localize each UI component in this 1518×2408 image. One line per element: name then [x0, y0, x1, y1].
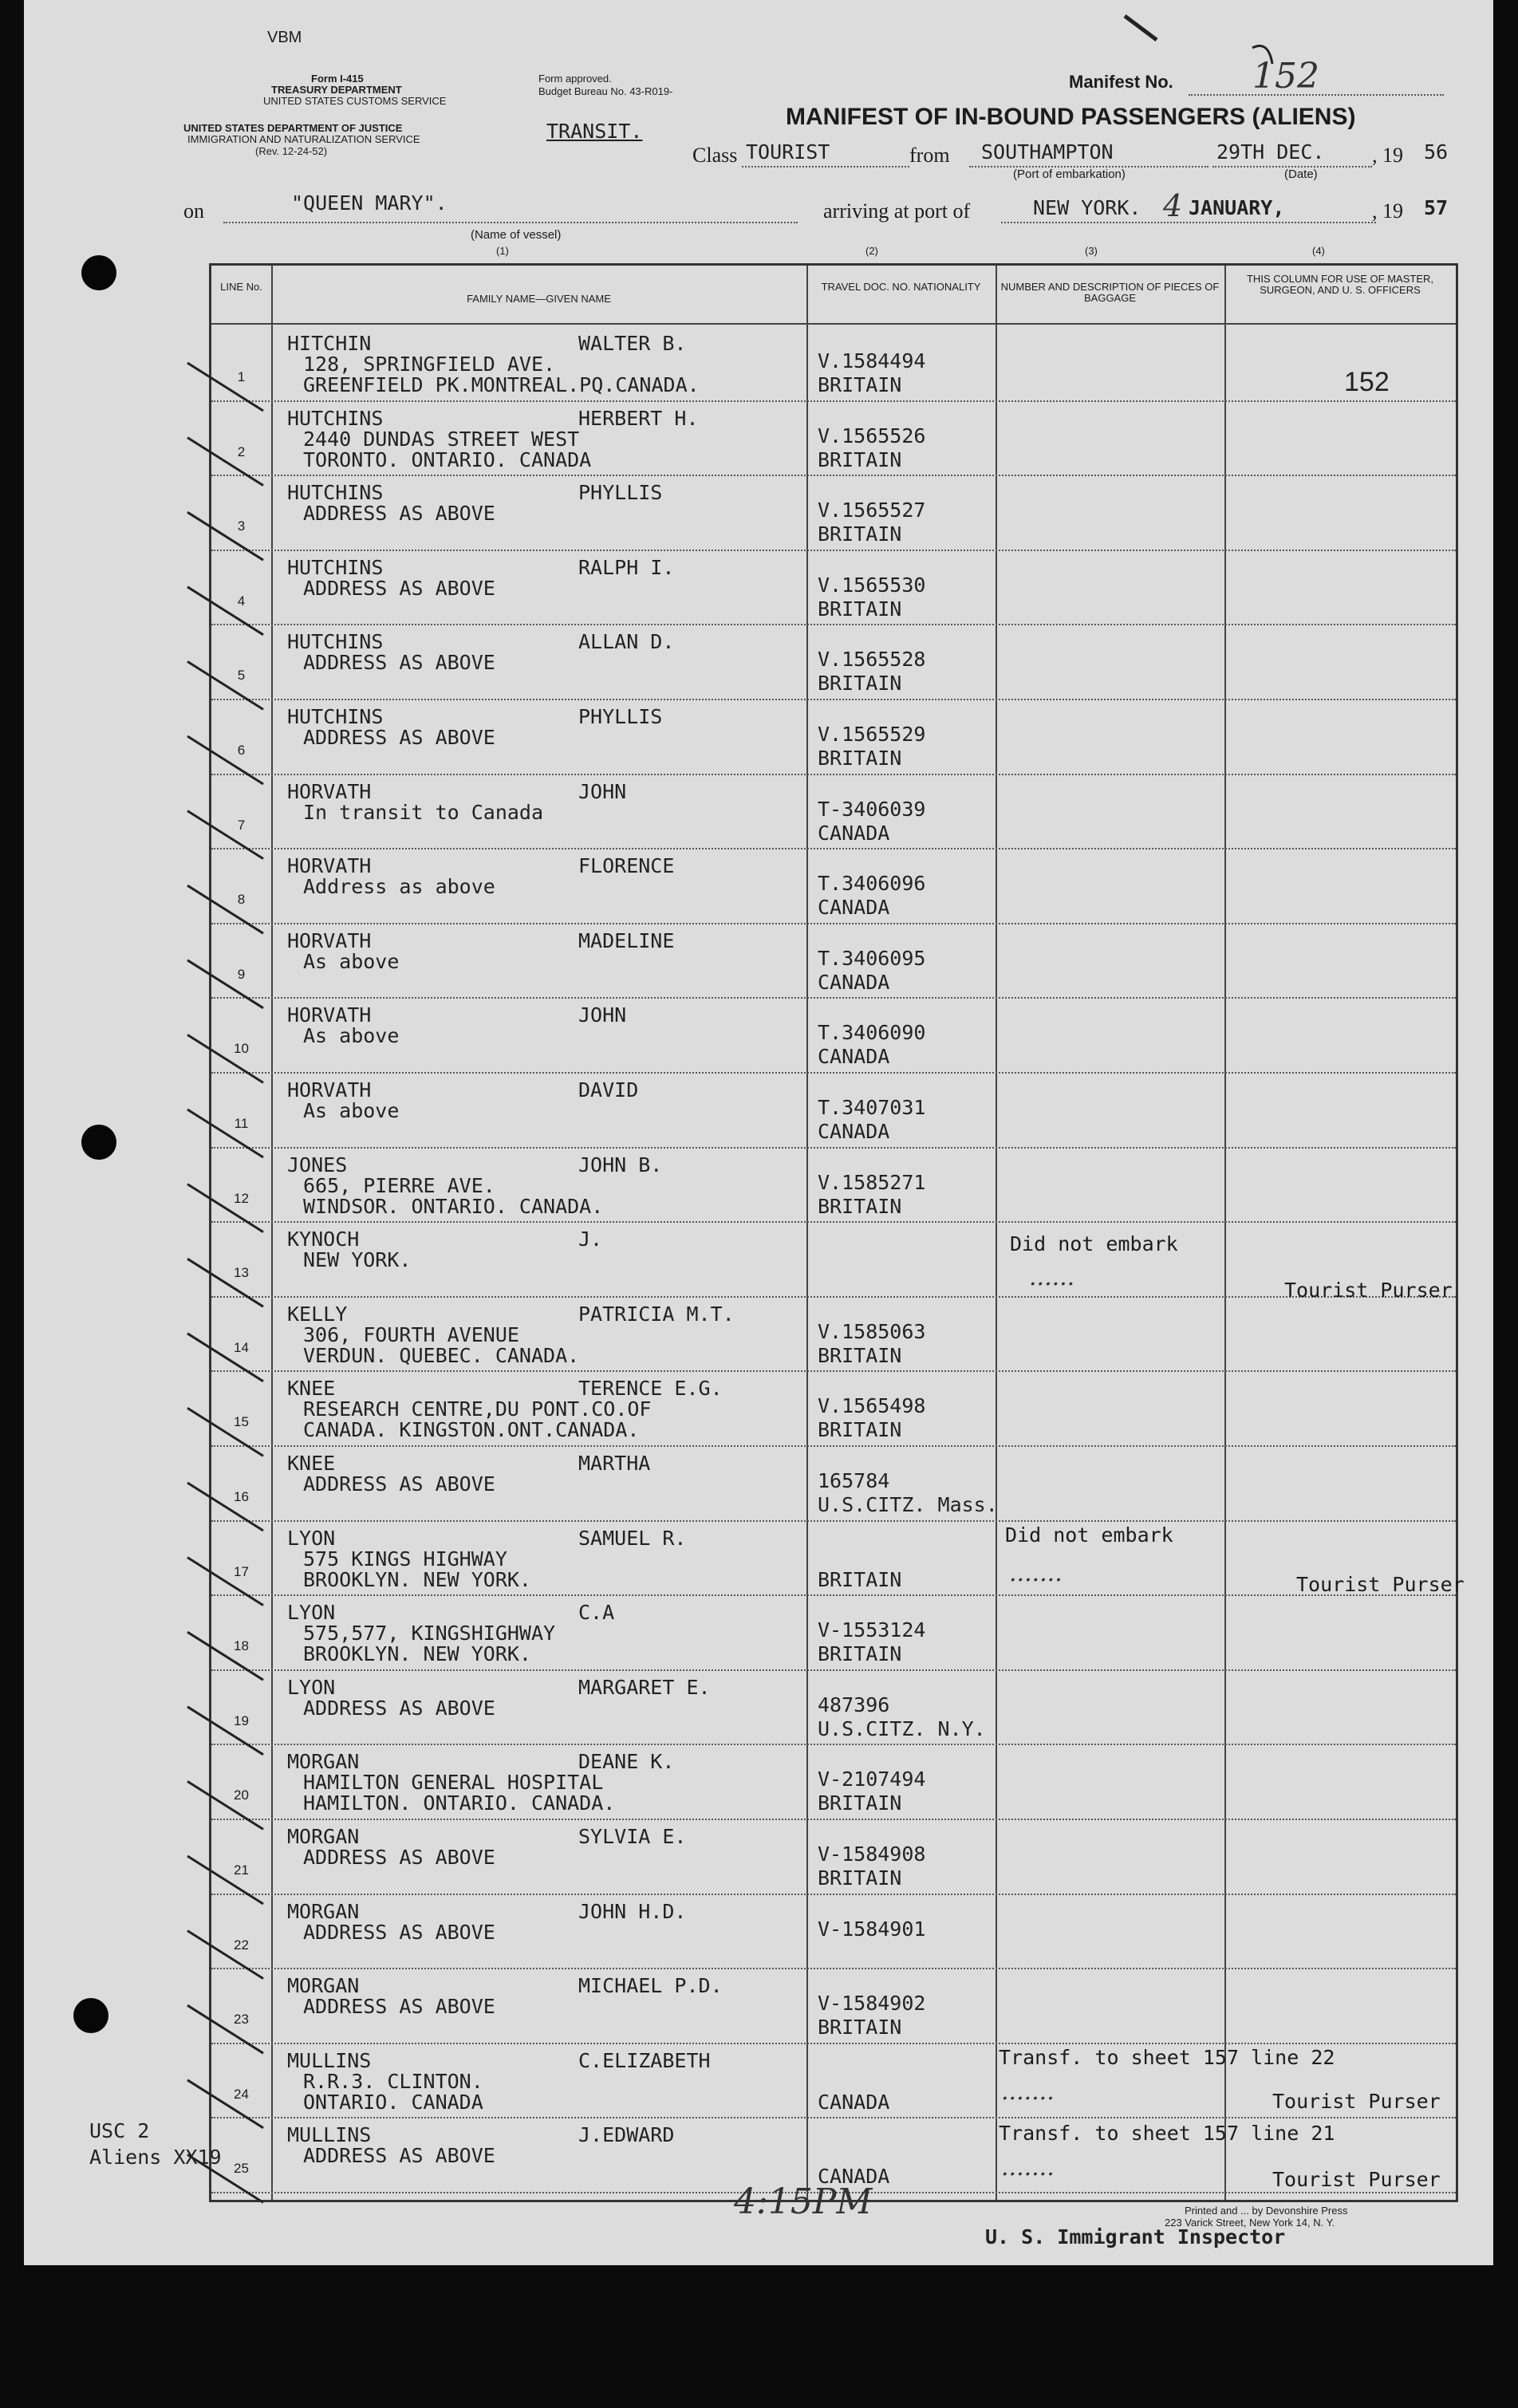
row-family-name: MULLINS	[287, 2123, 372, 2147]
row-nationality: BRITAIN	[818, 747, 902, 770]
punch-hole-top	[81, 255, 116, 290]
col2-number: (2)	[865, 245, 878, 257]
row-given-name: JOHN	[578, 779, 627, 803]
row-address-2: HAMILTON. ONTARIO. CANADA.	[303, 1791, 616, 1815]
row-given-name: PATRICIA M.T.	[578, 1302, 735, 1326]
row-travel-doc: V-1584901	[818, 1917, 926, 1941]
row-family-name: HORVATH	[287, 1003, 372, 1027]
row-family-name: KYNOCH	[287, 1228, 360, 1251]
row-given-name: MARTHA	[578, 1452, 651, 1475]
row-address-1: ADDRESS AS ABOVE	[303, 726, 495, 749]
row-nationality: CANADA	[818, 2165, 890, 2189]
row-nationality: CANADA	[818, 1120, 890, 1143]
row-address-1: ADDRESS AS ABOVE	[303, 576, 495, 600]
row-family-name: KELLY	[287, 1302, 348, 1326]
row-given-name: RALPH I.	[578, 555, 675, 579]
col-divider-baggage	[1224, 266, 1226, 2200]
dep-date: 29TH DEC.	[1216, 140, 1325, 164]
row-address-1: ADDRESS AS ABOVE	[303, 502, 495, 526]
row-separator	[211, 624, 1456, 626]
officer-number-row1: 152	[1344, 367, 1390, 397]
row-nationality: CANADA	[818, 821, 890, 845]
purser-signature-4: .......	[1001, 2154, 1055, 2181]
row-separator	[211, 1147, 1456, 1149]
row-address-1: NEW YORK.	[303, 1248, 412, 1272]
row-given-name: C.A	[578, 1601, 615, 1625]
row-address-1: 306, FOURTH AVENUE	[303, 1322, 519, 1346]
row-travel-doc: T.3406095	[818, 946, 926, 970]
row-nationality: BRITAIN	[818, 1343, 902, 1367]
row-given-name: SYLVIA E.	[578, 1825, 687, 1848]
row-travel-doc: V-1584902	[818, 1992, 926, 2016]
row-address-1: ADDRESS AS ABOVE	[303, 1995, 495, 2019]
row-family-name: LYON	[287, 1675, 336, 1699]
row-family-name: MORGAN	[287, 1825, 360, 1848]
arrival-line	[1001, 222, 1376, 223]
row-given-name: WALTER B.	[578, 332, 687, 355]
row-given-name: JOHN B.	[578, 1153, 663, 1176]
manifest-title: MANIFEST OF IN-BOUND PASSENGERS (ALIENS)	[786, 104, 1356, 130]
row-line-number: 14	[234, 1339, 249, 1355]
row-family-name: MORGAN	[287, 1974, 360, 1998]
row-address-1: ADDRESS AS ABOVE	[303, 1920, 495, 1944]
immigrant-inspector: U. S. Immigrant Inspector	[985, 2225, 1286, 2248]
row-nationality: BRITAIN	[818, 1418, 902, 1442]
row-line-number: 6	[237, 743, 246, 758]
justice-dept: UNITED STATES DEPARTMENT OF JUSTICE	[183, 122, 403, 134]
row-line-number: 1	[237, 369, 246, 384]
row-separator	[211, 1296, 1456, 1299]
row-given-name: ALLAN D.	[578, 630, 675, 654]
row-given-name: DEANE K.	[578, 1750, 675, 1774]
punch-hole-middle	[81, 1125, 116, 1160]
row-nationality: BRITAIN	[818, 597, 902, 621]
row-separator	[211, 2117, 1456, 2119]
row-given-name: SAMUEL R.	[578, 1526, 687, 1550]
row-given-name: HERBERT H.	[578, 406, 699, 430]
col1-number: (1)	[496, 245, 509, 257]
col-head-name: FAMILY NAME—GIVEN NAME	[467, 293, 611, 305]
row-address-2: VERDUN. QUEBEC. CANADA.	[303, 1343, 580, 1367]
row-line-number: 25	[234, 2161, 249, 2177]
arrival-time: 4:15PM	[734, 2181, 873, 2222]
col4-number: (4)	[1312, 245, 1325, 257]
row-family-name: HORVATH	[287, 1078, 372, 1102]
row-address-1: 665, PIERRE AVE.	[303, 1173, 495, 1197]
tourist-purser-2: Tourist Purser	[1296, 1573, 1465, 1596]
row-separator	[211, 1221, 1456, 1224]
row-line-number: 5	[237, 668, 246, 684]
row-separator	[211, 848, 1456, 850]
row-separator	[211, 699, 1456, 701]
col-head-officers: THIS COLUMN FOR USE OF MASTER, SURGEON, AND U. S. OFFICERS	[1246, 273, 1433, 296]
tourist-purser-3: Tourist Purser	[1272, 2090, 1441, 2113]
row-address-1: ADDRESS AS ABOVE	[303, 651, 495, 675]
row-line-number: 8	[237, 892, 246, 908]
row-address-1: ADDRESS AS ABOVE	[303, 1696, 495, 1720]
row-given-name: J.	[578, 1228, 603, 1251]
manifest-no-label: Manifest No.	[1069, 72, 1173, 92]
transf-note-2: Transf. to sheet 157 line 21	[999, 2122, 1335, 2145]
row-nationality: BRITAIN	[818, 1194, 902, 1218]
row-address-1: RESEARCH CENTRE,DU PONT.CO.OF	[303, 1397, 652, 1421]
class-value: TOURIST	[746, 140, 830, 164]
col-divider-name	[806, 266, 808, 2200]
row-family-name: MULLINS	[287, 2048, 372, 2072]
row-travel-doc: V-2107494	[818, 1768, 926, 1791]
form-approved: Form approved.	[538, 73, 612, 85]
manifest-sheet	[24, 0, 1493, 2265]
row-nationality: BRITAIN	[818, 1642, 902, 1666]
row-address-2: BROOKLYN. NEW YORK.	[303, 1642, 531, 1666]
row-family-name: HITCHIN	[287, 332, 372, 355]
row-nationality: BRITAIN	[818, 2016, 902, 2040]
row-separator	[211, 1819, 1456, 1821]
row-line-number: 24	[234, 2086, 249, 2102]
row-line-number: 18	[234, 1638, 249, 1654]
vessel-line	[223, 222, 798, 223]
col-head-travel: TRAVEL DOC. NO. NATIONALITY	[821, 281, 981, 293]
row-address-2: GREENFIELD PK.MONTREAL.PQ.CANADA.	[303, 373, 700, 396]
row-family-name: MORGAN	[287, 1750, 360, 1774]
row-given-name: PHYLLIS	[578, 481, 663, 505]
row-address-1: ADDRESS AS ABOVE	[303, 2144, 495, 2168]
row-given-name: JOHN H.D.	[578, 1899, 687, 1923]
from-label: from	[909, 144, 950, 167]
row-family-name: KNEE	[287, 1377, 336, 1401]
row-address-2: BROOKLYN. NEW YORK.	[303, 1567, 531, 1591]
row-separator	[211, 1370, 1456, 1373]
row-separator	[211, 1744, 1456, 1746]
row-family-name: LYON	[287, 1526, 336, 1550]
budget-bureau: Budget Bureau No. 43-R019-	[538, 85, 673, 97]
row-nationality: CANADA	[818, 970, 890, 994]
rev-label: (Rev. 12-24-52)	[255, 145, 328, 157]
row-family-name: HUTCHINS	[287, 630, 384, 654]
col-divider-line	[271, 266, 273, 2200]
row-family-name: HUTCHINS	[287, 481, 384, 505]
row-nationality: BRITAIN	[818, 373, 902, 396]
row-line-number: 12	[234, 1190, 249, 1206]
printer-line-2: 223 Varick Street, New York 14, N. Y.	[1165, 2217, 1335, 2229]
aliens-label: Aliens XX19	[89, 2146, 222, 2169]
row-travel-doc: V.1565529	[818, 723, 926, 746]
row-address-1: 128, SPRINGFIELD AVE.	[303, 353, 556, 376]
header-separator	[211, 323, 1456, 325]
row-separator	[211, 923, 1456, 925]
row-separator	[211, 1520, 1456, 1523]
row-line-number: 17	[234, 1563, 249, 1579]
row-nationality: BRITAIN	[818, 672, 902, 696]
row-address-2: ONTARIO. CANADA	[303, 2090, 483, 2114]
row-line-number: 4	[237, 593, 246, 609]
row-travel-doc: T.3407031	[818, 1096, 926, 1119]
row-address-1: 575,577, KINGSHIGHWAY	[303, 1622, 556, 1645]
arriving-label: arriving at port of	[823, 199, 971, 223]
row-address-2: CANADA. KINGSTON.ONT.CANADA.	[303, 1418, 640, 1442]
row-address-2: TORONTO. ONTARIO. CANADA	[303, 447, 592, 471]
row-address-1: As above	[303, 1024, 400, 1048]
row-given-name: PHYLLIS	[578, 705, 663, 728]
vessel-name: "QUEEN MARY".	[291, 191, 448, 215]
row-separator	[211, 1594, 1456, 1597]
purser-signature-1: ......	[1029, 1263, 1075, 1291]
row-travel-doc: V-1584908	[818, 1842, 926, 1866]
did-not-embark-1: Did not embark	[1010, 1232, 1178, 1255]
row-separator	[211, 1669, 1456, 1672]
row-address-1: HAMILTON GENERAL HOSPITAL	[303, 1771, 604, 1795]
row-separator	[211, 400, 1456, 403]
col3-number: (3)	[1085, 245, 1098, 257]
class-label: Class	[692, 144, 738, 167]
row-given-name: C.ELIZABETH	[578, 2048, 711, 2072]
row-address-1: 575 KINGS HIGHWAY	[303, 1547, 507, 1571]
treasury-dept: TREASURY DEPARTMENT	[271, 84, 402, 96]
row-given-name: DAVID	[578, 1078, 639, 1102]
class-line	[742, 166, 909, 167]
row-nationality: BRITAIN	[818, 1567, 902, 1591]
printer-line-1: Printed and ... by Devonshire Press	[1185, 2205, 1348, 2217]
purser-signature-2: .......	[1009, 1559, 1063, 1587]
row-travel-doc: V.1565527	[818, 499, 926, 522]
row-address-1: ADDRESS AS ABOVE	[303, 1472, 495, 1496]
customs-service: UNITED STATES CUSTOMS SERVICE	[263, 95, 447, 107]
row-address-1: Address as above	[303, 875, 495, 899]
row-address-1: As above	[303, 1099, 400, 1122]
port-embark-caption: (Port of embarkation)	[1013, 167, 1126, 181]
arrival-port: NEW YORK.	[1033, 196, 1141, 219]
row-address-1: ADDRESS AS ABOVE	[303, 1846, 495, 1869]
row-family-name: KNEE	[287, 1452, 336, 1475]
row-address-1: In transit to Canada	[303, 800, 544, 824]
row-travel-doc: V.1565526	[818, 424, 926, 447]
row-line-number: 19	[234, 1712, 249, 1728]
row-nationality: CANADA	[818, 896, 890, 920]
arr-year-prefix: , 19	[1372, 199, 1403, 223]
row-nationality: BRITAIN	[818, 1866, 902, 1890]
row-address-2: WINDSOR. ONTARIO. CANADA.	[303, 1194, 604, 1218]
row-travel-doc: T.3406096	[818, 872, 926, 896]
vessel-caption: (Name of vessel)	[471, 228, 562, 242]
row-travel-doc: V.1565498	[818, 1394, 926, 1418]
row-nationality: CANADA	[818, 2090, 890, 2114]
row-travel-doc: T.3406090	[818, 1021, 926, 1045]
arr-year: 57	[1424, 196, 1449, 219]
row-separator	[211, 1968, 1456, 1970]
row-family-name: HUTCHINS	[287, 555, 384, 579]
dep-year-prefix: , 19	[1372, 144, 1403, 167]
row-line-number: 11	[234, 1116, 249, 1131]
row-nationality: U.S.CITZ. N.Y.	[818, 1716, 986, 1740]
row-line-number: 9	[237, 966, 246, 982]
row-given-name: TERENCE E.G.	[578, 1377, 723, 1401]
purser-signature-3: .......	[1001, 2078, 1055, 2106]
tourist-purser-1: Tourist Purser	[1284, 1279, 1453, 1302]
row-given-name: J.EDWARD	[578, 2123, 675, 2147]
transit-label: TRANSIT.	[546, 120, 643, 143]
row-travel-doc: 487396	[818, 1693, 890, 1716]
row-line-number: 2	[237, 443, 246, 459]
row-line-number: 20	[234, 1787, 249, 1803]
did-not-embark-2: Did not embark	[1005, 1523, 1173, 1547]
row-nationality: U.S.CITZ. Mass.	[818, 1493, 998, 1516]
row-address-1: 2440 DUNDAS STREET WEST	[303, 427, 580, 451]
row-family-name: HORVATH	[287, 779, 372, 803]
row-family-name: HUTCHINS	[287, 705, 384, 728]
row-nationality: BRITAIN	[818, 522, 902, 546]
row-travel-doc: V.1584494	[818, 349, 926, 372]
row-family-name: LYON	[287, 1601, 336, 1625]
row-travel-doc: V-1553124	[818, 1618, 926, 1642]
row-travel-doc: T-3406039	[818, 797, 926, 821]
arrival-day: 4	[1163, 188, 1183, 223]
row-travel-doc: V.1565528	[818, 648, 926, 672]
col-divider-doc	[996, 266, 997, 2200]
form-number: Form I-415	[311, 73, 364, 85]
punch-hole-bottom	[73, 1998, 108, 2033]
row-separator	[211, 774, 1456, 776]
date-caption: (Date)	[1284, 167, 1318, 181]
row-line-number: 22	[234, 1937, 249, 1953]
col-head-line-no: LINE No.	[220, 281, 262, 293]
row-line-number: 16	[234, 1489, 249, 1504]
manifest-table	[209, 263, 1458, 2202]
row-separator	[211, 2043, 1456, 2045]
tourist-purser-4: Tourist Purser	[1272, 2168, 1441, 2191]
row-travel-doc: 165784	[818, 1469, 890, 1492]
row-given-name: JOHN	[578, 1003, 627, 1027]
transf-note-1: Transf. to sheet 157 line 22	[999, 2046, 1335, 2069]
row-separator	[211, 1445, 1456, 1448]
row-separator	[211, 997, 1456, 999]
dep-year: 56	[1424, 140, 1449, 164]
row-family-name: HUTCHINS	[287, 406, 384, 430]
row-separator	[211, 475, 1456, 477]
arrival-month: JANUARY,	[1189, 196, 1285, 219]
row-separator	[211, 1894, 1456, 1896]
row-travel-doc: V.1565530	[818, 573, 926, 597]
row-line-number: 13	[234, 1265, 249, 1281]
row-given-name: MADELINE	[578, 928, 675, 952]
vbm-mark: VBM	[267, 29, 302, 46]
row-line-number: 10	[234, 1041, 249, 1057]
row-line-number: 3	[237, 518, 246, 534]
row-family-name: MORGAN	[287, 1899, 360, 1923]
row-nationality: BRITAIN	[818, 1791, 902, 1815]
row-given-name: FLORENCE	[578, 854, 675, 878]
row-line-number: 7	[237, 817, 246, 833]
row-line-number: 15	[234, 1414, 249, 1430]
row-address-1: As above	[303, 949, 400, 973]
usc-label: USC 2	[89, 2119, 150, 2142]
row-family-name: HORVATH	[287, 928, 372, 952]
row-travel-doc: V.1585271	[818, 1170, 926, 1194]
manifest-no-value: 152	[1252, 56, 1319, 97]
row-given-name: MICHAEL P.D.	[578, 1974, 723, 1998]
row-family-name: HORVATH	[287, 854, 372, 878]
row-separator	[211, 550, 1456, 552]
row-given-name: MARGARET E.	[578, 1675, 711, 1699]
from-value: SOUTHAMPTON	[981, 140, 1114, 164]
row-nationality: BRITAIN	[818, 447, 902, 471]
ins-label: IMMIGRATION AND NATURALIZATION SERVICE	[187, 133, 420, 145]
col-head-baggage: NUMBER AND DESCRIPTION OF PIECES OF BAGGAGE	[1000, 281, 1220, 304]
row-address-1: R.R.3. CLINTON.	[303, 2069, 483, 2093]
row-nationality: CANADA	[818, 1045, 890, 1069]
row-family-name: JONES	[287, 1153, 348, 1176]
row-line-number: 21	[234, 1862, 249, 1878]
row-line-number: 23	[234, 2012, 249, 2028]
row-travel-doc: V.1585063	[818, 1319, 926, 1343]
on-label: on	[183, 199, 204, 223]
row-separator	[211, 1072, 1456, 1074]
